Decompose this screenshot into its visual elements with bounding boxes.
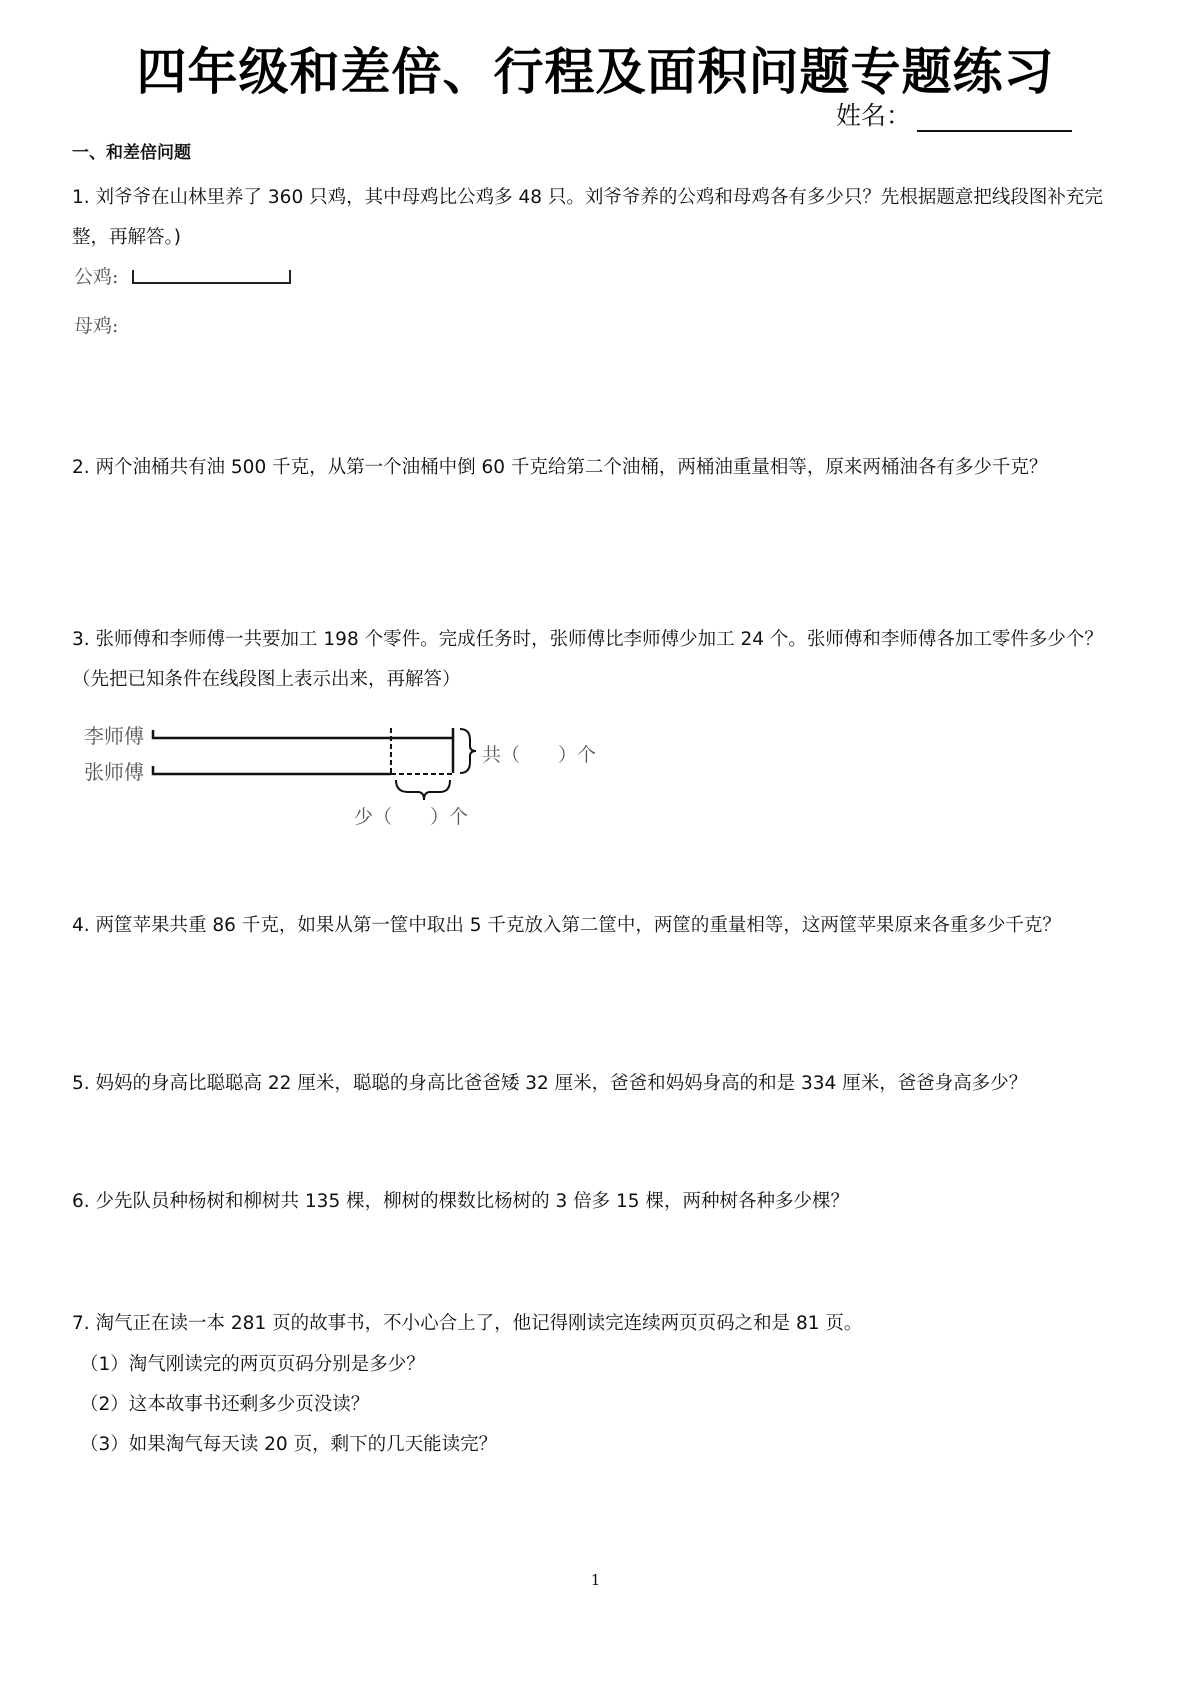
hen-label: 母鸡: bbox=[74, 315, 119, 337]
page-number: 1 bbox=[590, 1571, 601, 1589]
question-2: 2. 两个油桶共有油 500 千克，从第一个油桶中倒 60 千克给第二个油桶，两桶油重量相等，原来两桶油各有多少千克？ bbox=[72, 457, 1048, 478]
question-3: 3. 张师傅和李师傅一共要加工 198 个零件。完成任务时，张师傅比李师傅少加工 24 个。张师傅和李师傅各加工零件多少个？（先把已知条件在线段图上表示出来，再解答） bbox=[72, 629, 1103, 690]
name-field[interactable] bbox=[836, 96, 1072, 132]
rooster-segment bbox=[130, 266, 300, 288]
li-label: 李师傅 bbox=[84, 724, 144, 748]
question-7-sub-2: （2）这本故事书还剩多少页没读？ bbox=[80, 1394, 370, 1415]
question-4: 4. 两筐苹果共重 86 千克，如果从第一筐中取出 5 千克放入第二筐中，两筐的重量相等，这两筐苹果原来各重多少千克？ bbox=[72, 915, 1061, 936]
name-label: 姓名： bbox=[836, 101, 912, 130]
question-6: 6. 少先队员种杨树和柳树共 135 棵，柳树的棵数比杨树的 3 倍多 15 棵，两种树各种多少棵？ bbox=[72, 1191, 849, 1212]
question-5: 5. 妈妈的身高比聪聪高 22 厘米，聪聪的身高比爸爸矮 32 厘米，爸爸和妈妈身高的和是 334 厘米，爸爸身高多少？ bbox=[72, 1073, 1028, 1094]
question-7-sub-1: （1）淘气刚读完的两页页码分别是多少？ bbox=[80, 1354, 425, 1375]
question-7-sub-3: （3）如果淘气每天读 20 页，剩下的几天能读完？ bbox=[80, 1434, 498, 1455]
total-label: 共（ ）个 bbox=[482, 744, 597, 766]
name-blank[interactable] bbox=[917, 106, 1072, 132]
question-7: 7. 淘气正在读一本 281 页的故事书，不小心合上了，他记得刚读完连续两页页码之和是 81 页。 bbox=[72, 1313, 863, 1334]
page-title: 四年级和差倍、行程及面积问题专题练习 bbox=[136, 43, 1055, 101]
question-1: 1. 刘爷爷在山林里养了 360 只鸡，其中母鸡比公鸡多 48 只。刘爷爷养的公鸡和母鸡各有多少只？先根据题意把线段图补充完整，再解答。) bbox=[72, 187, 1103, 248]
zhang-label: 张师傅 bbox=[84, 760, 144, 784]
less-label: 少（ ）个 bbox=[354, 806, 469, 828]
section-heading: 一、和差倍问题 bbox=[72, 143, 191, 163]
rooster-label: 公鸡: bbox=[74, 266, 119, 288]
